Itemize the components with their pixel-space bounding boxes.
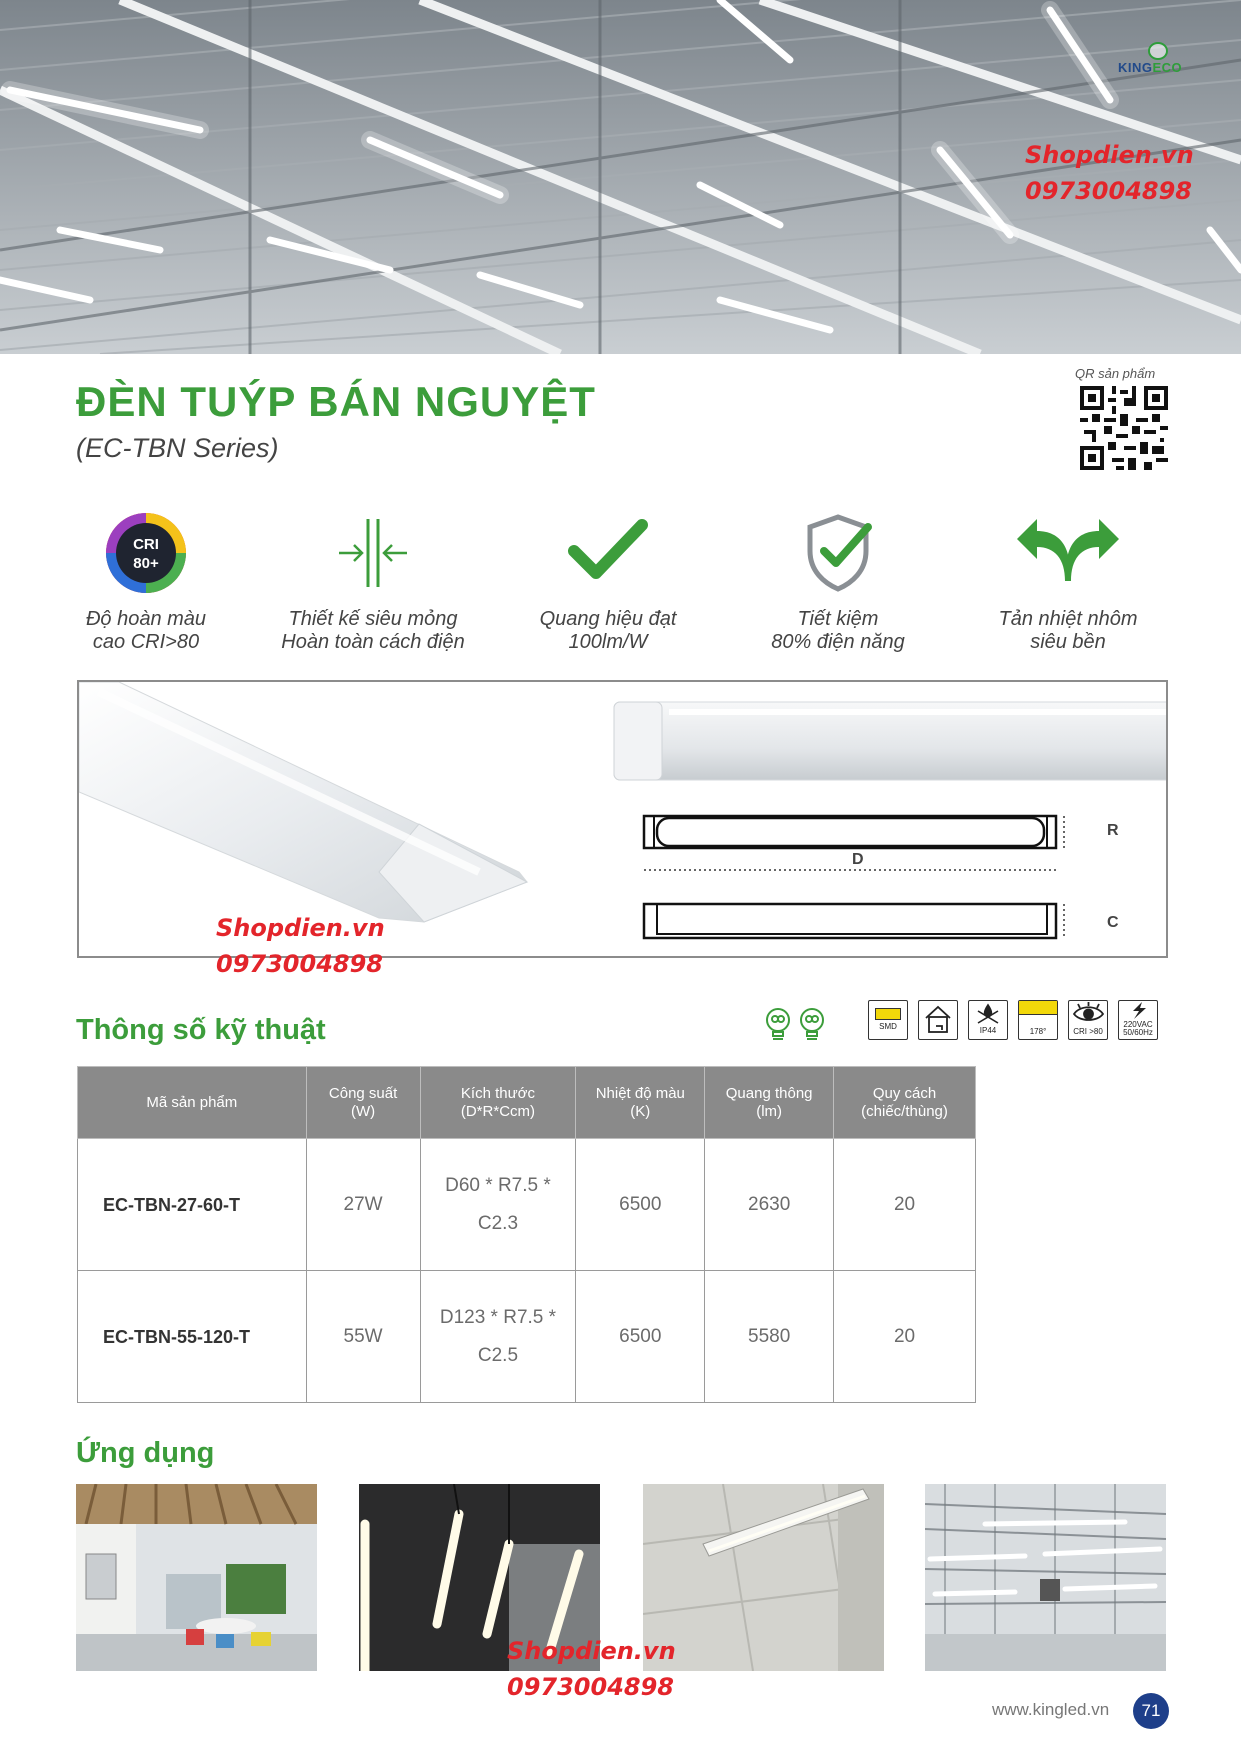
smd-label: SMD xyxy=(879,1022,897,1031)
product-code-cell: EC-TBN-55-120-T xyxy=(78,1271,307,1403)
beam-angle-icon xyxy=(1018,1000,1058,1040)
led-bulb-icon xyxy=(762,1006,832,1046)
cct-cell: 6500 xyxy=(576,1139,705,1271)
table-header-cell: Mã sản phẩm xyxy=(78,1067,307,1139)
lumen-cell: 2630 xyxy=(705,1139,834,1271)
application-photo-office xyxy=(76,1484,317,1671)
application-photo-factory xyxy=(925,1484,1166,1671)
shield-check-icon xyxy=(796,511,880,595)
feature-label: Thiết kế siêu mỏng xyxy=(288,608,458,630)
power-cell: 55W xyxy=(306,1271,420,1403)
watermark-shop: Shopdien.vn xyxy=(1025,141,1194,169)
dimension-c-label: C xyxy=(1107,914,1119,931)
table-header-cell: Quy cách (chiếc/thùng) xyxy=(834,1067,976,1139)
page-subtitle: (EC-TBN Series) xyxy=(76,433,279,463)
curved-arrows-icon xyxy=(1013,511,1123,595)
feature-heat xyxy=(958,510,1178,654)
spec-table xyxy=(77,1066,976,1403)
application-photo-tiles xyxy=(643,1484,884,1671)
feature-label: Độ hoàn màu xyxy=(85,608,207,630)
indoor-house-icon xyxy=(918,1000,958,1040)
table-header-cell: Công suất (W) xyxy=(306,1067,420,1139)
feature-label: Hoàn toàn cách điện xyxy=(281,631,465,653)
kingeco-logo xyxy=(1118,42,1198,82)
voltage-icon xyxy=(1118,1000,1158,1040)
feature-label: 80% điện năng xyxy=(771,631,905,653)
table-header-cell: Kích thước (D*R*Ccm) xyxy=(420,1067,576,1139)
voltage-label-1: 220VAC xyxy=(1123,1020,1153,1029)
cct-cell: 6500 xyxy=(576,1271,705,1403)
watermark-shop: Shopdien.vn xyxy=(216,914,385,942)
feature-saving xyxy=(728,510,948,654)
beam-angle-label: 178° xyxy=(1029,1027,1047,1036)
qr-code-icon[interactable] xyxy=(1080,386,1168,470)
applications-heading: Ứng dụng xyxy=(76,1437,215,1469)
page-title: ĐÈN TUÝP BÁN NGUYỆT xyxy=(76,378,596,425)
ip44-label: IP44 xyxy=(979,1026,997,1035)
feature-efficacy xyxy=(498,510,718,654)
feature-label: Tiết kiệm xyxy=(797,608,879,630)
watermark-bottom xyxy=(507,1633,676,1705)
leaf-logo-icon xyxy=(1148,42,1168,60)
feature-label: 100lm/W xyxy=(568,631,648,653)
feature-slim xyxy=(263,510,483,654)
voltage-label-2: 50/60Hz xyxy=(1123,1028,1153,1037)
watermark-top xyxy=(1025,137,1194,209)
power-cell: 27W xyxy=(306,1139,420,1271)
logo-text: KINGECO xyxy=(1118,60,1183,75)
table-header-row xyxy=(78,1067,976,1139)
table-header-cell: Quang thông (lm) xyxy=(705,1067,834,1139)
cri-badge-icon xyxy=(104,511,188,595)
watermark-phone: 0973004898 xyxy=(216,950,383,978)
feature-label: Tản nhiệt nhôm xyxy=(998,608,1138,630)
feature-label: siêu bền xyxy=(1030,631,1106,653)
dimension-r-label: R xyxy=(1107,822,1119,839)
website-link[interactable]: www.kingled.vn xyxy=(992,1700,1110,1719)
qr-label: QR sản phẩm xyxy=(1075,366,1156,381)
product-code-cell: EC-TBN-27-60-T xyxy=(78,1139,307,1271)
table-row xyxy=(78,1271,976,1403)
pack-cell: 20 xyxy=(834,1139,976,1271)
cri-badge-line2: 80+ xyxy=(133,555,159,572)
specs-heading: Thông số kỹ thuật xyxy=(76,1014,326,1046)
page-number: 71 xyxy=(1133,1693,1169,1729)
feature-label: Quang hiệu đạt xyxy=(539,608,677,630)
eye-cri-label: CRI >80 xyxy=(1073,1027,1103,1036)
checkmark-icon xyxy=(566,511,650,595)
table-row xyxy=(78,1139,976,1271)
slim-arrows-icon xyxy=(331,511,415,595)
dimension-d-label: D xyxy=(852,851,864,868)
feature-cri xyxy=(36,510,256,654)
cri-badge-line1: CRI xyxy=(133,536,159,553)
smd-chip-icon xyxy=(868,1000,908,1040)
feature-label: cao CRI>80 xyxy=(92,631,200,653)
watermark-phone: 0973004898 xyxy=(1025,177,1192,205)
watermark-shop: Shopdien.vn xyxy=(507,1637,676,1665)
watermark-phone: 0973004898 xyxy=(507,1673,674,1701)
eye-cri-icon xyxy=(1068,1000,1108,1040)
table-header-cell: Nhiệt độ màu (K) xyxy=(576,1067,705,1139)
lumen-cell: 5580 xyxy=(705,1271,834,1403)
size-cell: D123 * R7.5 * C2.5 xyxy=(420,1271,576,1403)
pack-cell: 20 xyxy=(834,1271,976,1403)
watermark-middle xyxy=(216,910,385,982)
size-cell: D60 * R7.5 * C2.3 xyxy=(420,1139,576,1271)
ip44-icon xyxy=(968,1000,1008,1040)
